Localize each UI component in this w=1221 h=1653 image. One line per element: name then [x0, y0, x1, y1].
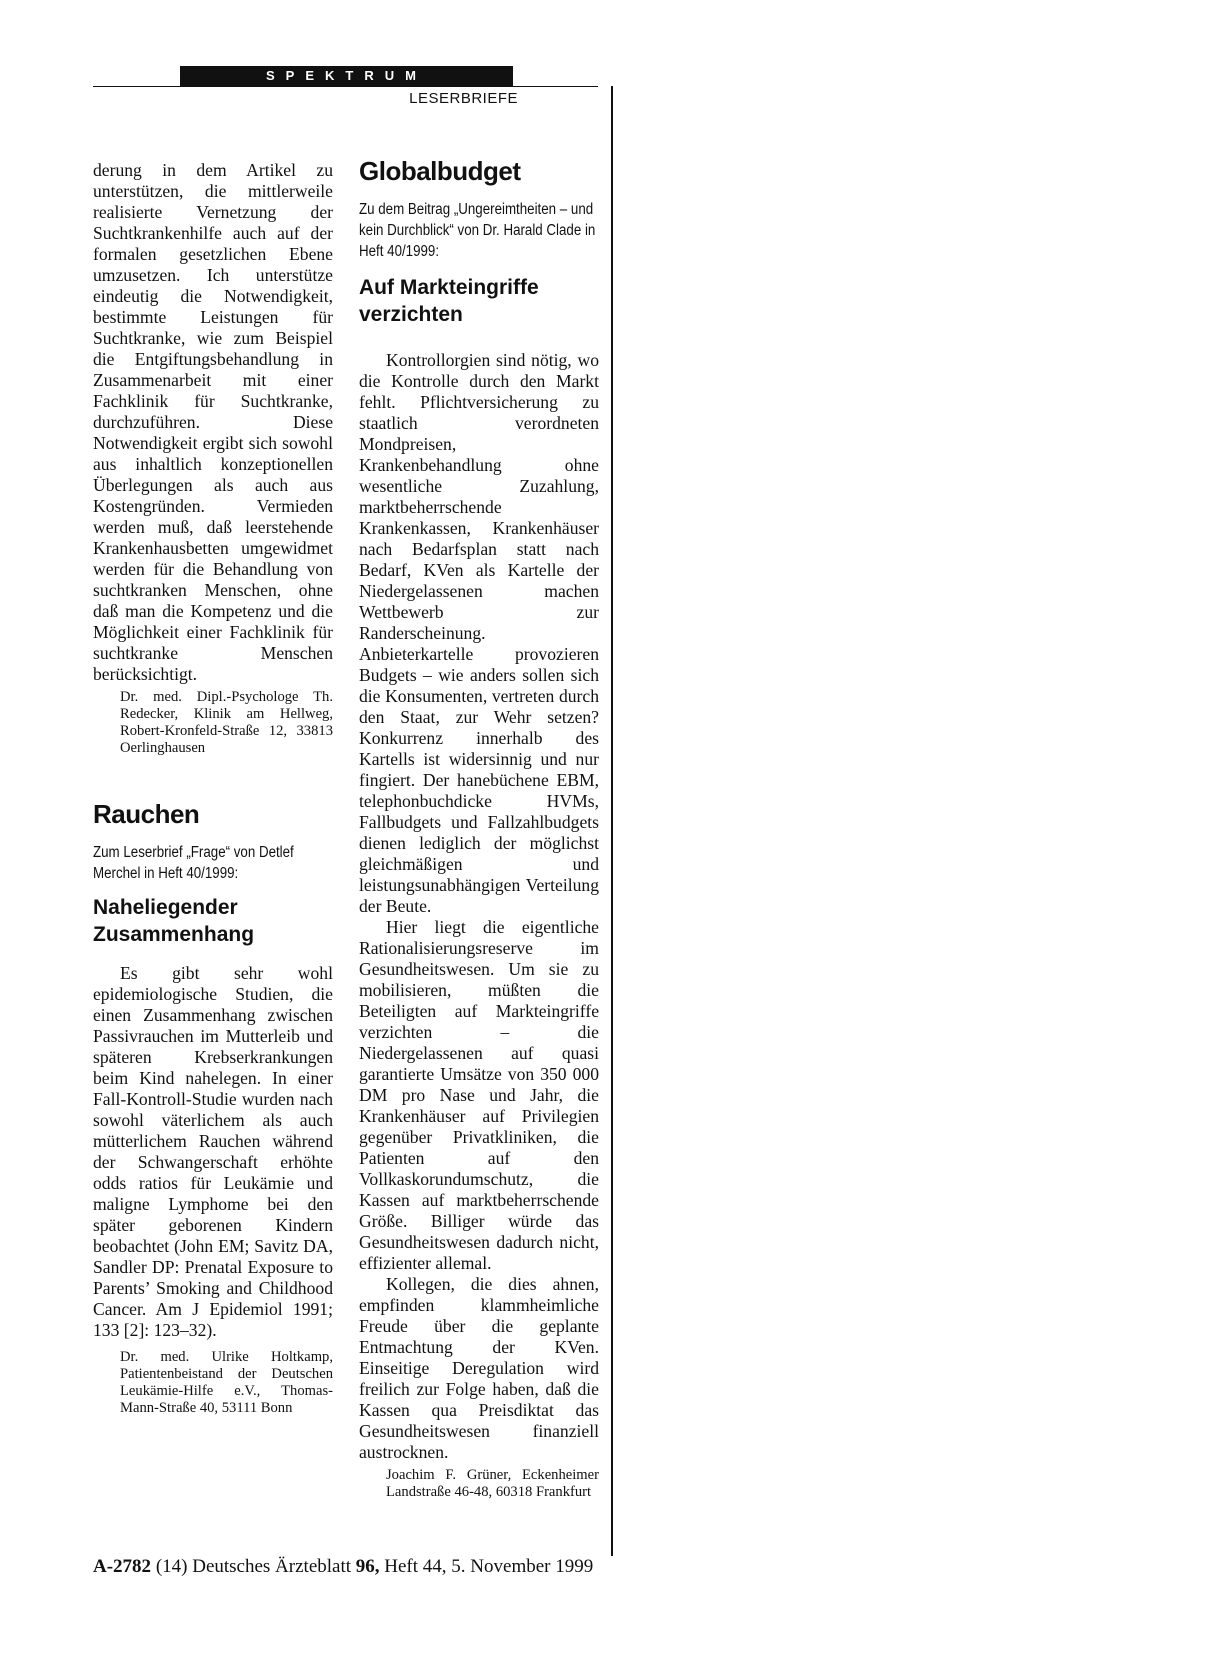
- letter-reference: Zum Leserbrief „Frage“ von Detlef Merchel in Heft 40/1999:: [93, 844, 294, 882]
- section-header-bar: SPEKTRUM: [180, 66, 513, 86]
- letter-paragraph: Kollegen, die dies ahnen, empfinden klammheimliche Freude über die geplante Entmachtung der KVen. Einseitige Deregulation wird freilich zur Folge haben, daß die Kassen qua Preisdiktat das Gesundheitswesen finanziell austrocknen.: [359, 1274, 599, 1462]
- volume-number: 96,: [355, 1556, 380, 1577]
- issue-date: Heft 44, 5. November 1999: [384, 1556, 594, 1577]
- letter-title: Auf Markteingriffe verzichten: [359, 276, 539, 326]
- letter-signature: Dr. med. Ulrike Holtkamp, Patientenbeistand der Deutschen Leukämie-Hilfe e.V., Thomas-Mann-Straße 40, 53111 Bonn: [120, 1349, 333, 1416]
- journal-name: Deutsches Ärzteblatt: [192, 1556, 352, 1577]
- letter-signature: Joachim F. Grüner, Eckenheimer Landstraße 46-48, 60318 Frankfurt: [386, 1467, 599, 1500]
- right-column: [359, 156, 599, 1501]
- letter-reference: Zu dem Beitrag „Ungereimtheiten – und kein Durchblick“ von Dr. Harald Clade in Heft 40/1999:: [359, 201, 596, 260]
- letter-paragraph: Kontrollorgien sind nötig, wo die Kontrolle durch den Markt fehlt. Pflichtversicherung zu staatlich verordneten Mondpreisen, Krankenbehandlung ohne wesentliche Zuzahlung, marktbeherrschende Krankenkassen, Krankenhäuser nach Bedarfsplan statt nach Bedarf, KVen als Kartelle der Niedergelassenen machen Wettbewerb zur Randerscheinung. Anbieterkartelle provozieren Budgets – wie anders sollen sich die Konsumenten, vertreten durch den Staat, zur Wehr setzen? Konkurrenz innerhalb des Kartells ist widersinnig und nur fingiert. Der hanebüchene EBM, telephonbuchdicke HVMs, Fallbudgets und Fallzahlbudgets dienen lediglich der möglichst gleichmäßigen und leistungsunabhängigen Verteilung der Beute.: [359, 350, 599, 916]
- letter-text: Es gibt sehr wohl epidemiologische Studien, die einen Zusammenhang zwischen Passivrauchen im Mutterleib und späteren Krebserkrankungen beim Kind nahelegen. In einer Fall-Kontroll-Studie wurden nach sowohl väterlichem als auch mütterlichem Rauchen während der Schwangerschaft erhöhte odds ratios für Leukämie und maligne Lymphome bei den später geborenen Kindern beobachtet (John EM; Savitz DA, Sandler DP: Prenatal Exposure to Parents’ Smoking and Childhood Cancer. Am J Epidemiol 1991; 133 [2]: 123–32).: [93, 963, 333, 1340]
- continued-letter-signature: Dr. med. Dipl.-Psychologe Th. Redecker, Klinik am Hellweg, Robert-Kronfeld-Straße 12, 33813 Oerlinghausen: [120, 689, 333, 756]
- continued-letter-text: derung in dem Artikel zu unterstützen, die mittlerweile realisierte Vernetzung der Suchtkrankenhilfe auch auf der formalen gesetzlichen Ebene umzusetzen. Ich unterstütze eindeutig die Notwendigkeit, bestimmte Leistungen für Suchtkranke, wie zum Beispiel die Entgiftungsbehandlung in Zusammenarbeit mit einer Fachklinik für Suchtkranke, durchzuführen. Diese Notwendigkeit ergibt sich sowohl aus inhaltlich konzeptionellen Überlegungen als auch aus Kostengründen. Vermieden werden muß, daß leerstehende Krankenhausbetten umgewidmet werden für die Behandlung von suchtkranken Menschen, ohne daß man die Kompetenz und die Möglichkeit einer Fachklinik für suchtkranke Menschen berücksichtigt.: [93, 160, 333, 684]
- section-subheader: LESERBRIEFE: [409, 90, 518, 107]
- header-rule: [93, 86, 598, 87]
- page-footer: [93, 1556, 593, 1578]
- letter-title: Naheliegender Zusammenhang: [93, 896, 255, 946]
- page-number: (14): [155, 1556, 188, 1577]
- column-divider: [611, 86, 613, 1556]
- letter-paragraph: Hier liegt die eigentliche Rationalisierungsreserve im Gesundheitswesen. Um sie zu mobilisieren, müßten die Beteiligten auf Markteingriffe verzichten – die Niedergelassenen auf quasi garantierte Umsätze von 350 000 DM pro Nase und Jahr, die Krankenhäuser auf Privilegien gegenüber Privatkliniken, die Patienten auf den Vollkaskorundumschutz, die Kassen auf marktbeherrschende Größe. Billiger würde das Gesundheitswesen dadurch nicht, effizienter allemal.: [359, 917, 599, 1273]
- page-code: A-2782: [93, 1556, 152, 1577]
- section-title-rauchen: Rauchen: [93, 799, 200, 829]
- section-title-globalbudget: Globalbudget: [359, 156, 521, 186]
- left-column: [93, 160, 333, 1417]
